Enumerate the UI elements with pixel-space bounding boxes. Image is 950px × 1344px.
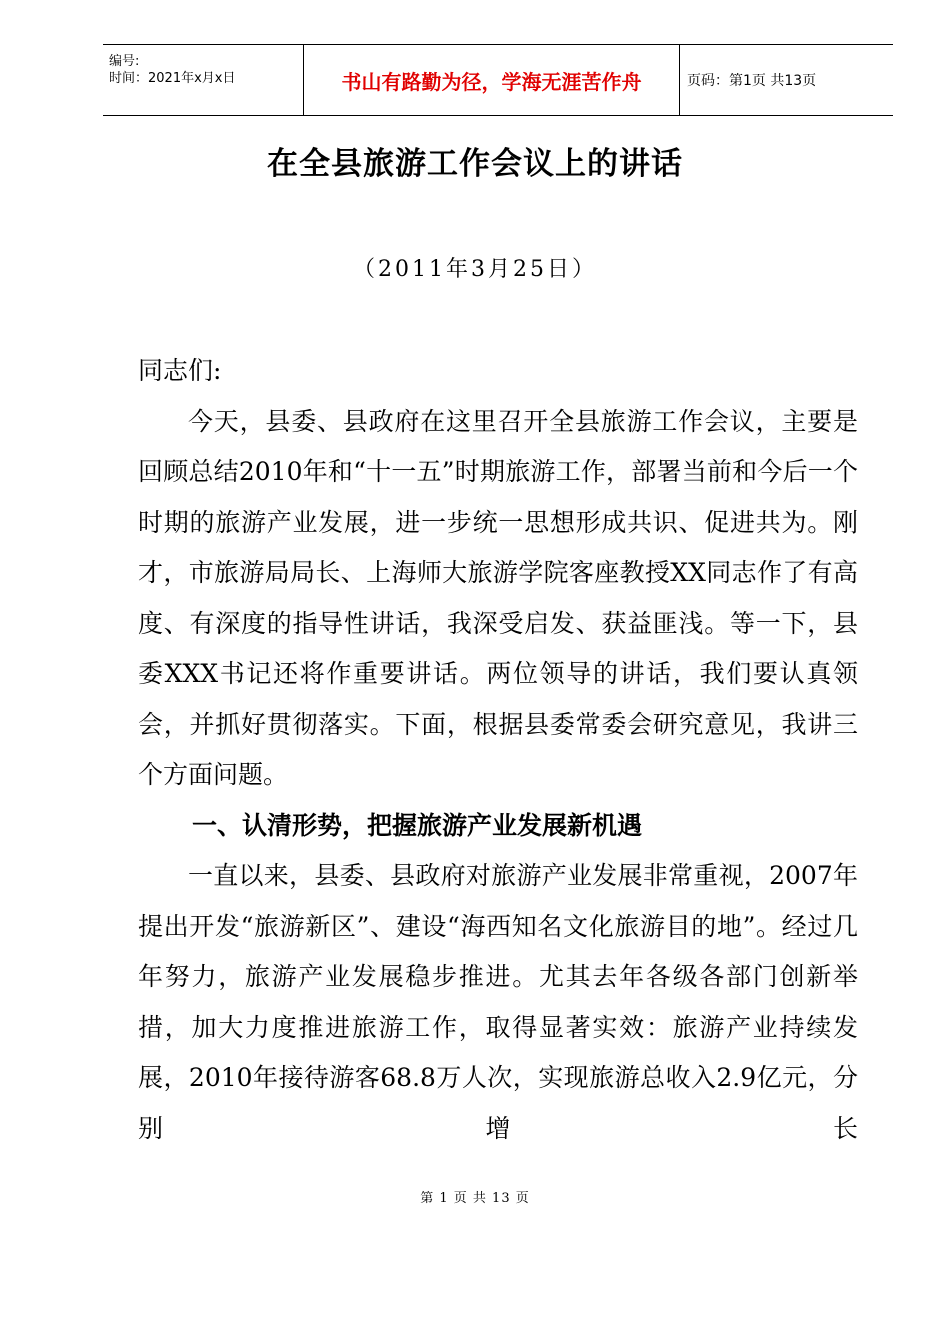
header-meta-cell bbox=[103, 45, 303, 115]
header-slogan: 书山有路勤为径，学海无涯苦作舟 bbox=[303, 45, 680, 115]
page-footer: 第 1 页 共 13 页 bbox=[420, 1191, 530, 1206]
document-title: 在全县旅游工作会议上的讲话 bbox=[267, 146, 683, 182]
document-number-label: 编号: bbox=[109, 54, 140, 69]
header-page-info: 页码：第1页 共13页 bbox=[687, 73, 817, 89]
document-time-label: 时间：2021年x月x日 bbox=[109, 71, 236, 86]
document-body bbox=[138, 346, 858, 1154]
section-paragraph: 一直以来，县委、县政府对旅游产业发展非常重视，2007年提出开发“旅游新区”、建设“海西知名文化旅游目的地”。经过几年努力，旅游产业发展稳步推进。尤其去年各级各部门创新举措，加大力度推进旅游工作，取得显著实效：旅游产业持续发展，2010年接待游客68.8万人次，实现旅游总收入2.9亿元，分别增长 bbox=[138, 861, 858, 1143]
intro-paragraph: 今天，县委、县政府在这里召开全县旅游工作会议，主要是回顾总结2010年和“十一五”时期旅游工作，部署当前和今后一个时期的旅游产业发展，进一步统一思想形成共识、促进共为。刚才，市旅游局局长、上海师大旅游学院客座教授XX同志作了有高度、有深度的指导性讲话，我深受启发、获益匪浅。等一下，县委XXX书记还将作重要讲话。两位领导的讲话，我们要认真领会，并抓好贯彻落实。下面，根据县委常委会研究意见，我讲三个方面问题。 bbox=[138, 406, 858, 789]
document-date: （2011年3月25日） bbox=[353, 257, 597, 282]
salutation: 同志们: bbox=[138, 356, 222, 385]
page-header bbox=[103, 44, 893, 116]
section-heading: 一、认清形势，把握旅游产业发展新机遇 bbox=[192, 810, 643, 840]
